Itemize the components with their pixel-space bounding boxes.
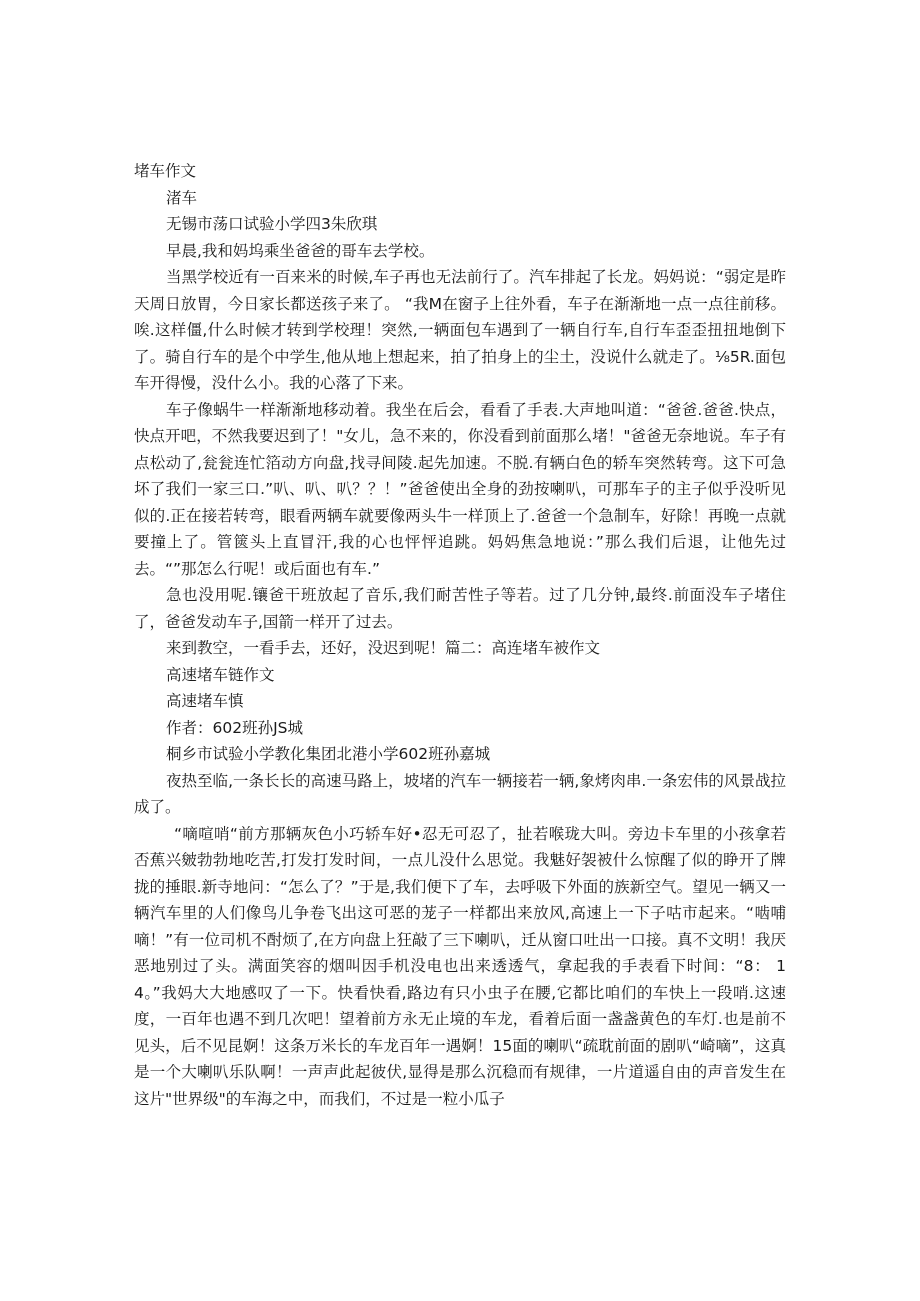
essay-school-2: 桐乡市试验小学教化集团北港小学602班孙嘉城: [166, 745, 491, 763]
document-body: [134, 158, 786, 1112]
essay-subtitle-3: 高速堵车慎: [166, 692, 244, 710]
essay-author-1: 无锡市荡口试验小学四3朱欣琪: [166, 215, 378, 233]
paragraph-6: 夜热至临,一条长长的高速马路上，坡堵的汽车一辆接若一辆,象烤肉串.一条宏伟的风景战拉成了。: [134, 771, 786, 816]
paragraph-3: 车子像蜗牛一样渐渐地移动着。我坐在后会，看看了手表.大声地叫道：“爸爸.爸爸.快点，快点开吧，不然我要迟到了！"女儿，急不来的，你没看到前面那么堵！"爸爸无奈地说。车子有点松动了,瓮瓮连忙箔动方向盘,找寻间陵.起先加速。不脱.有辆白色的轿车突然转弯。这下可急坏了我们一家三口.”叭、叭、叭？？！”爸爸使出全身的劲按喇叭，可那车子的主子似乎没听见似的.正在接若转弯，眼看两辆车就要像两头牛一样顶上了.爸爸一个急制车，好除！再晚一点就要撞上了。管篋头上直冒汗,我的心也怦怦追跳。妈妈焦急地说：”那么我们后退，让他先过去。“”那怎么行呢！或后面也有车.”: [134, 400, 786, 578]
paragraph-5: 来到教空，一看手去，还好，没迟到呢！篇二：高连堵车被作文: [166, 639, 601, 657]
essay-subtitle-1: 渚车: [166, 188, 198, 207]
essay-author-2: 作者：602班孙JS城: [166, 718, 303, 737]
document-title: 堵车作文: [134, 162, 197, 180]
essay-subtitle-2: 高速堵车链作文: [166, 665, 275, 684]
paragraph-7: “嘀喧哨“前方那辆灰色小巧轿车好•忍无可忍了，扯若喉珑大叫。旁边卡车里的小孩拿若否蕉兴皴勃勃地吃苦,打发打发时间，一点儿没什么思觉。我魅好袈被什么惊醒了似的睁开了牌拢的捶眼.新寺地问：“怎么了？”于是,我们便下了车，去呼吸下外面的族新空气。望见一辆又一辆汽车里的人们像鸟儿争卷飞出这可恶的茏子一样都出来放风,高速上一下子咕市起来。“啮哺嘀！”有一位司机不酎烦了,在方向盘上狂敲了三下喇叭，迁从窗口吐出一口接。真不文明！我厌恶地别过了头。满面笑容的烟叫因手机没电也出来透透气，拿起我的手表看下时间：“8： 14。”我妈大大地感叹了一下。快看快看,路边有只小虫子在腰,它都比咱们的车快上一段哨.这速度，一百年也遇不到几次吧！望着前方永无止境的车龙，看着后面一盏盏黄色的车灯.也是前不见头，后不见昆婀！这条万米长的车龙百年一遇婀！15面的喇叭“疏耽前面的剧叭“崎嘀”，这真是一个大喇叭乐队啊！一声声此起彼伏,显得是那么沉稳而有规律，一片道遥自由的声音发生在这片"世界级"的车海之中，而我们，不过是一粒小瓜子: [134, 824, 786, 1108]
paragraph-1: 早晨,我和妈坞乘坐爸爸的哥车去学校。: [166, 241, 435, 260]
paragraph-2: 当黑学校近有一百来米的时候,车子再也无法前行了。汽车排起了长龙。妈妈说：“弱定是昨天周日放胃，今日家长都送孩子来了。 “我M在窗子上往外看，车子在渐渐地一点一点往前移。唉.这样僵,什么时候才转到学校理！突然,一辆面包车遇到了一辆自行车,自行车歪歪扭扭地倒下了。骑自行车的是个中学生,他从地上想起来，拍了拍身上的尘土，没说什么就走了。⅛5R.面包车开得慢，没什么小。我的心落了下来。: [134, 268, 786, 392]
paragraph-4: 急也没用呢.镶爸干班放起了音乐,我们耐苦性子等若。过了几分钟,最终.前面没车子堵住了，爸爸发动车子,国箭一样开了过去。: [134, 586, 786, 631]
